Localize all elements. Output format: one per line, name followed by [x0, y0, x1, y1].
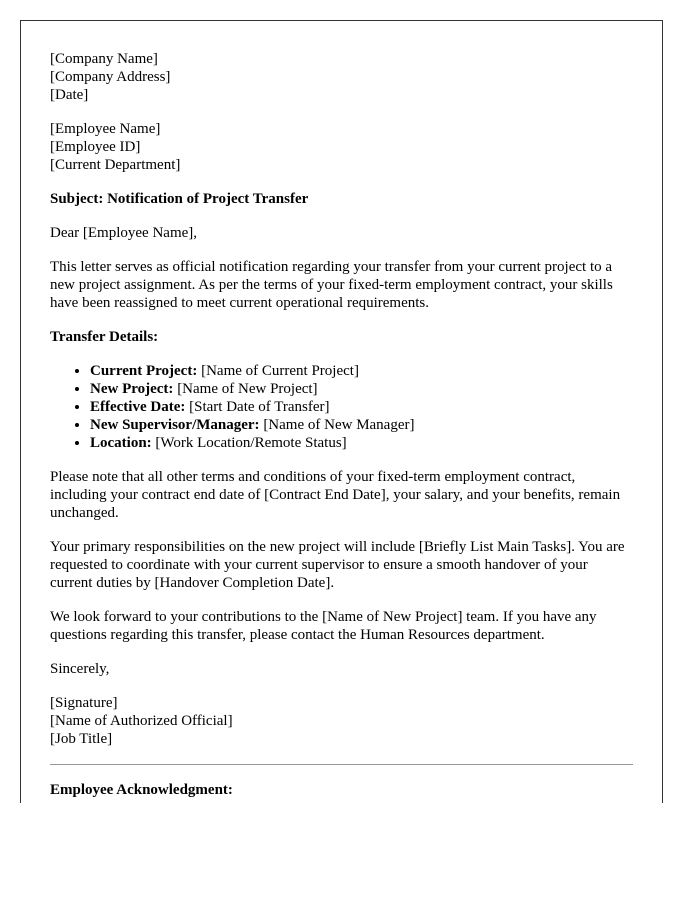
- detail-value: [Work Location/Remote Status]: [151, 435, 347, 451]
- detail-label: New Project:: [90, 381, 174, 397]
- signoff: Sincerely,: [50, 661, 110, 677]
- terms-paragraph: Please note that all other terms and conditions of your fixed-term employment contract, including your contract end date of [Contract End Date], your salary, and your benefits, remain unchanged.: [50, 469, 621, 521]
- responsibilities-paragraph: Your primary responsibilities on the new project will include [Briefly List Main Tasks]. You are requested to coordinate with your current supervisor to ensure a smooth handover of your current duties by [Handover Completion Date].: [50, 539, 625, 591]
- subject-line: Subject: Notification of Project Transfer: [50, 191, 309, 207]
- closing-paragraph: We look forward to your contributions to the [Name of New Project] team. If you have any questions regarding this transfer, please contact the Human Resources department.: [50, 609, 597, 643]
- current-department: [Current Department]: [50, 157, 181, 173]
- transfer-details-heading: Transfer Details:: [50, 329, 159, 345]
- company-name: [Company Name]: [50, 51, 158, 67]
- employee-name: [Employee Name]: [50, 121, 161, 137]
- detail-label: New Supervisor/Manager:: [90, 417, 260, 433]
- employee-id: [Employee ID]: [50, 139, 141, 155]
- intro-paragraph: This letter serves as official notification regarding your transfer from your current project to a new project assignment. As per the terms of your fixed-term employment contract, your skills have been reassigned to meet current operational requirements.: [50, 259, 613, 311]
- detail-current-project: [90, 362, 633, 380]
- letter-page: [20, 20, 663, 803]
- salutation: Dear [Employee Name],: [50, 225, 198, 241]
- letter-date: [Date]: [50, 87, 89, 103]
- detail-label: Effective Date:: [90, 399, 186, 415]
- sender-block: [50, 50, 633, 104]
- detail-new-project: [90, 380, 633, 398]
- company-address: [Company Address]: [50, 69, 171, 85]
- signature: [Signature]: [50, 695, 118, 711]
- divider: [50, 764, 633, 765]
- detail-location: [90, 434, 633, 452]
- authorized-official: [Name of Authorized Official]: [50, 713, 233, 729]
- detail-value: [Name of New Manager]: [259, 417, 415, 433]
- detail-label: Location:: [90, 435, 152, 451]
- detail-label: Current Project:: [90, 363, 198, 379]
- job-title: [Job Title]: [50, 731, 113, 747]
- acknowledgment-heading: Employee Acknowledgment:: [50, 782, 233, 798]
- detail-value: [Start Date of Transfer]: [185, 399, 330, 415]
- transfer-details-list: [50, 362, 633, 452]
- detail-value: [Name of New Project]: [173, 381, 318, 397]
- recipient-block: [50, 120, 633, 174]
- detail-value: [Name of Current Project]: [197, 363, 359, 379]
- detail-effective-date: [90, 398, 633, 416]
- signature-block: [50, 694, 633, 748]
- detail-new-supervisor: [90, 416, 633, 434]
